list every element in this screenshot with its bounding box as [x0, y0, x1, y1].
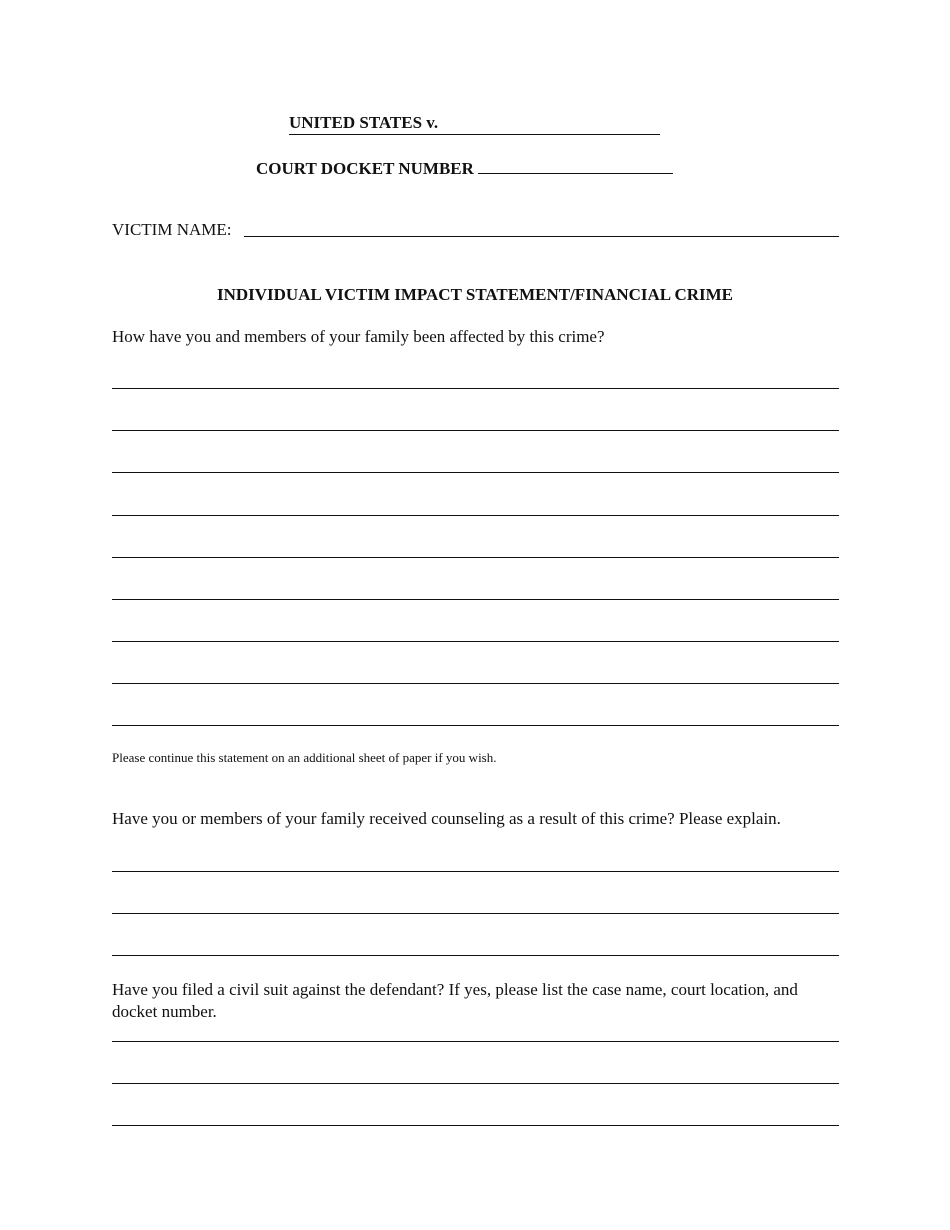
docket-number-field[interactable]	[478, 156, 673, 174]
answer-line[interactable]	[112, 430, 839, 431]
question-civil-suit: Have you filed a civil suit against the defendant? If yes, please list the case name, court location, and docket number.	[112, 980, 798, 1021]
docket-number-row	[256, 156, 673, 180]
question-counseling: Have you or members of your family received counseling as a result of this crime? Please explain.	[112, 809, 781, 828]
answer-line[interactable]	[112, 515, 839, 516]
victim-name-label: VICTIM NAME:	[112, 220, 232, 239]
case-caption[interactable]	[289, 112, 660, 135]
answer-line[interactable]	[112, 641, 839, 642]
answer-line[interactable]	[112, 871, 839, 872]
answer-line[interactable]	[112, 955, 839, 956]
docket-number-label: COURT DOCKET NUMBER	[256, 159, 474, 178]
answer-line[interactable]	[112, 913, 839, 914]
answer-line[interactable]	[112, 557, 839, 558]
answer-line[interactable]	[112, 1125, 839, 1126]
form-title: INDIVIDUAL VICTIM IMPACT STATEMENT/FINANCIAL CRIME	[216, 285, 734, 304]
answer-line[interactable]	[112, 1041, 839, 1042]
continue-note: Please continue this statement on an additional sheet of paper if you wish.	[112, 750, 497, 765]
case-caption-label: UNITED STATES v.	[289, 113, 439, 132]
answer-line[interactable]	[112, 472, 839, 473]
victim-name-field[interactable]	[244, 236, 839, 237]
answer-line[interactable]	[112, 599, 839, 600]
answer-line[interactable]	[112, 388, 839, 389]
answer-line[interactable]	[112, 725, 839, 726]
answer-line[interactable]	[112, 683, 839, 684]
answer-line[interactable]	[112, 1083, 839, 1084]
question-family-affected: How have you and members of your family been affected by this crime?	[112, 327, 605, 346]
